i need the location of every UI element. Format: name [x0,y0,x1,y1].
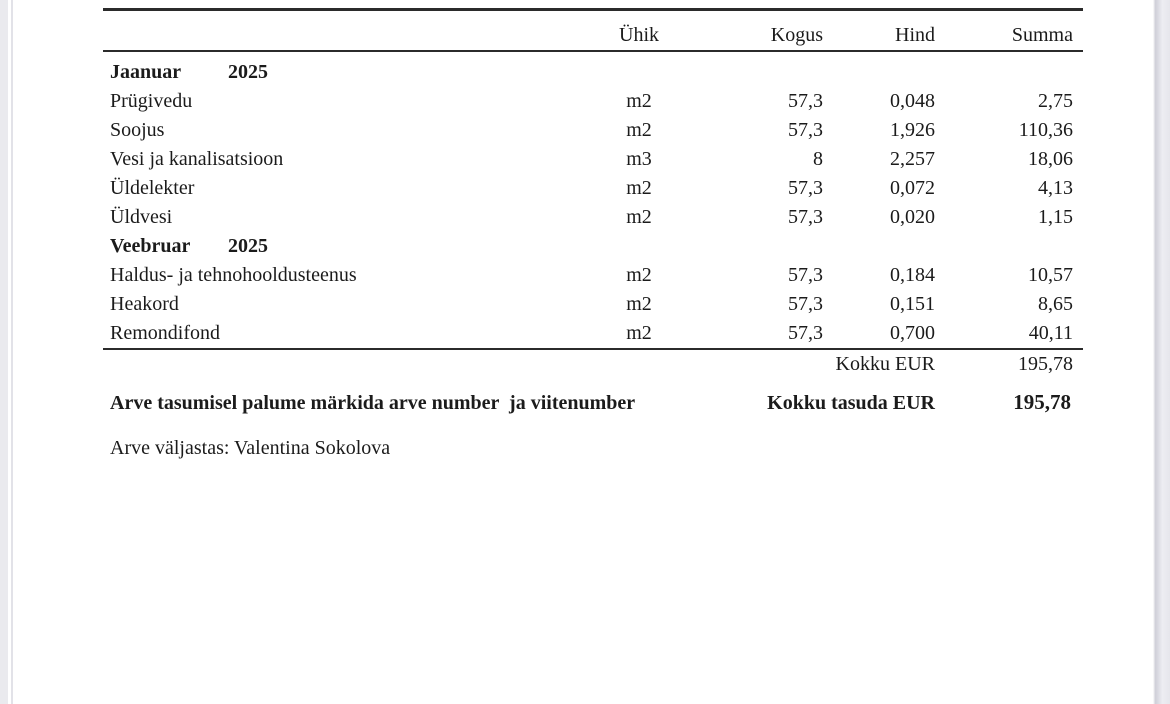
month-name: Veebruar [110,235,191,257]
col-header-price: Hind [895,24,935,46]
service-price: 0,184 [890,264,935,286]
service-quantity: 57,3 [788,293,823,315]
service-price: 1,926 [890,119,935,141]
service-row [103,203,1083,232]
month-section-header [103,232,1083,261]
service-name: Prügivedu [110,90,193,112]
service-unit: m2 [626,293,652,315]
service-total: 2,75 [1038,90,1073,112]
service-quantity: 57,3 [788,322,823,344]
service-row [103,261,1083,290]
month-name: Jaanuar [110,61,182,83]
service-name: Üldvesi [110,206,173,228]
service-quantity: 57,3 [788,264,823,286]
service-total: 40,11 [1028,322,1073,344]
service-unit: m2 [626,90,652,112]
service-unit: m3 [626,148,652,170]
service-quantity: 57,3 [788,206,823,228]
total-due-row [103,387,1083,418]
service-total: 1,15 [1038,206,1073,228]
service-total: 10,57 [1028,264,1073,286]
service-row [103,319,1083,348]
service-total: 4,13 [1038,177,1073,199]
service-name: Üldelekter [110,177,195,199]
month-label [103,232,555,261]
service-name: Soojus [110,119,165,141]
service-quantity: 57,3 [788,177,823,199]
page-left-edge-line [11,0,13,704]
issued-by-line: Arve väljastas: Valentina Sokolova [110,437,391,459]
service-price: 0,700 [890,322,935,344]
month-year: 2025 [228,235,268,257]
table-header-row [103,11,1083,50]
service-quantity: 57,3 [788,119,823,141]
kokku-row [103,350,1083,379]
col-header-name-empty [103,47,555,50]
service-row [103,87,1083,116]
service-quantity: 57,3 [788,90,823,112]
kokku-value: 195,78 [1018,353,1073,375]
service-total: 8,65 [1038,293,1073,315]
total-due-value: 195,78 [1013,390,1071,414]
month-label [103,58,555,87]
service-unit: m2 [626,119,652,141]
service-price: 0,072 [890,177,935,199]
service-name: Heakord [110,293,179,315]
service-row [103,145,1083,174]
total-due-label: Kokku tasuda EUR [767,392,935,414]
service-row [103,174,1083,203]
payment-note: Arve tasumisel palume märkida arve number ja viitenumber [110,392,636,414]
service-quantity: 8 [813,148,823,170]
col-header-quantity: Kogus [770,24,823,46]
invoice-document [103,8,1083,461]
page-right-edge [1153,0,1170,704]
service-row [103,290,1083,319]
service-unit: m2 [626,322,652,344]
col-header-unit: Ühik [619,24,659,46]
service-price: 0,020 [890,206,935,228]
service-unit: m2 [626,264,652,286]
service-price: 0,151 [890,293,935,315]
service-unit: m2 [626,177,652,199]
service-row [103,116,1083,145]
month-year: 2025 [228,61,268,83]
service-total: 18,06 [1028,148,1073,170]
page-left-edge [0,0,8,704]
service-unit: m2 [626,206,652,228]
service-price: 2,257 [890,148,935,170]
month-section-header [103,58,1083,87]
service-name: Remondifond [110,322,220,344]
kokku-label: Kokku EUR [835,353,935,375]
service-total: 110,36 [1018,119,1073,141]
col-header-total: Summa [1011,24,1073,46]
service-name: Vesi ja kanalisatsioon [110,148,284,170]
service-name: Haldus- ja tehnohooldusteenus [110,264,357,286]
service-price: 0,048 [890,90,935,112]
table-body [103,52,1083,348]
